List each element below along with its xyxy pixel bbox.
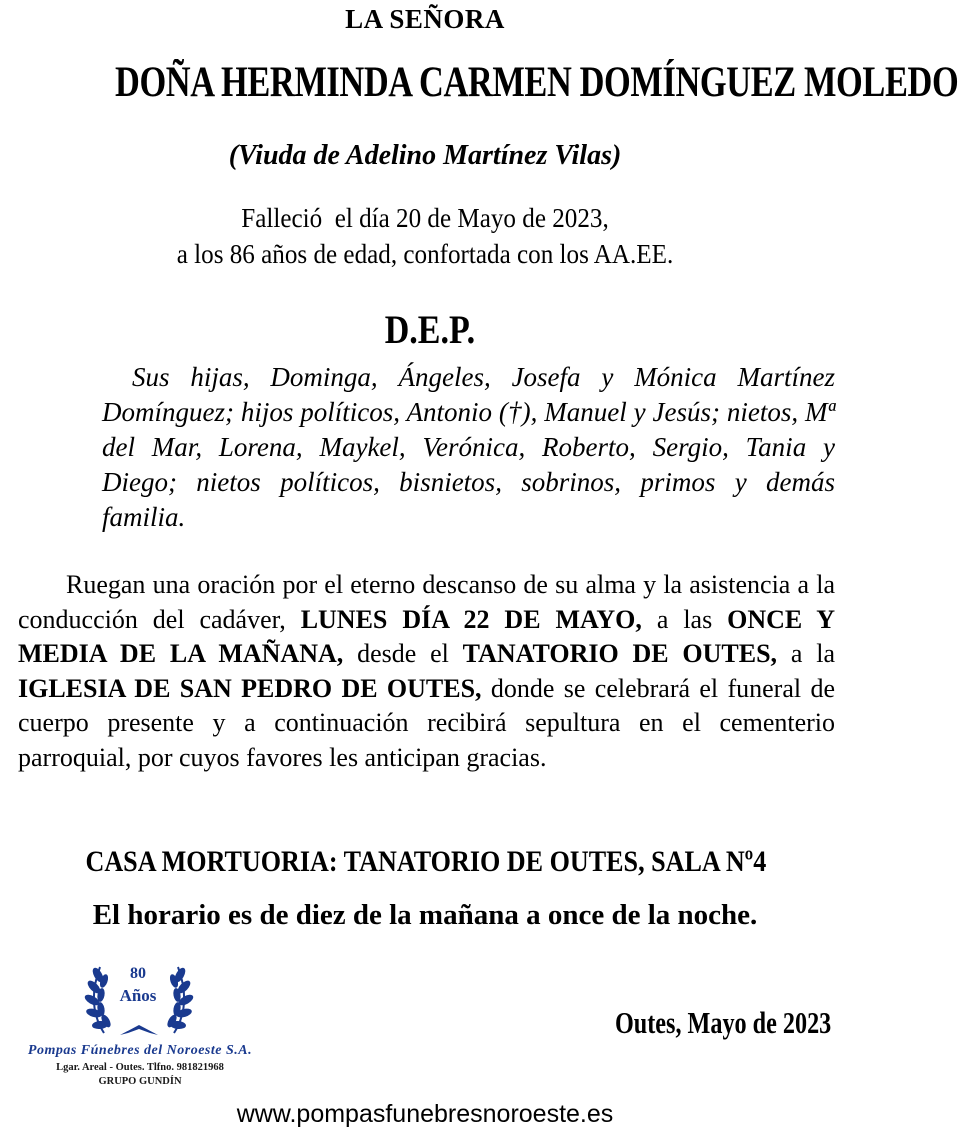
logo-company-name: Pompas Fúnebres del Noroeste S.A. <box>27 1043 253 1058</box>
logo-years-word: Años <box>119 986 157 1005</box>
ceremony-text-1: Ruegan una oración por el eterno descanso de su alma y la asistencia a la conducción del cadáver, <box>18 570 835 634</box>
death-notice <box>30 200 821 272</box>
rip-heading: D.E.P. <box>384 307 476 352</box>
title-la-senora: LA SEÑORA <box>345 4 505 34</box>
ceremony-time: ONCE Y MEDIA DE LA MAÑANA, <box>18 604 836 668</box>
ceremony-text-5: donde se celebrará el funeral de cuerpo presente y a continuación recibirá sepultura en el cementerio parroquial, por cuyos favores les anticipan gracias. <box>18 673 835 772</box>
logo-address: Lgar. Areal - Outes. Tlfno. 981821968 <box>56 1062 224 1073</box>
death-age-line: a los 86 años de edad, confortada con los AA.EE. <box>176 239 674 269</box>
logo-years-number: 80 <box>130 965 146 982</box>
place-and-date: Outes, Mayo de 2023 <box>615 1005 832 1040</box>
casa-mortuoria: CASA MORTUORIA: TANATORIO DE OUTES, SALA Nº4 <box>85 845 767 878</box>
ceremony-day: LUNES DÍA 22 DE MAYO, <box>300 604 642 634</box>
ceremony-paragraph <box>18 568 835 775</box>
website-link[interactable]: www.pompasfunebresnoroeste.es <box>236 1100 614 1128</box>
widow-of-line: (Viuda de Adelino Martínez Vilas) <box>228 140 622 171</box>
ceremony-text-2: a las <box>641 604 728 634</box>
deceased-name: DOÑA HERMINDA CARMEN DOMÍNGUEZ MOLEDO <box>115 59 958 106</box>
ceremony-text-3: desde el <box>343 639 463 668</box>
visiting-hours: El horario es de diez de la mañana a once de la noche. <box>92 899 758 931</box>
death-date-line: Falleció el día 20 de Mayo de 2023, <box>241 203 609 233</box>
funeral-home-logo <box>0 955 280 1095</box>
logo-group: GRUPO GUNDÍN <box>98 1076 182 1087</box>
family-paragraph: Sus hijas, Dominga, Ángeles, Josefa y Mónica Martínez Domínguez; hijos políticos, Antonio (†), Manuel y Jesús; nietos, Mª del Mar, Lorena, Maykel, Verónica, Roberto, Sergio, Tania y Diego; nietos políticos, bisnietos, sobrinos, primos y demás familia. <box>102 362 835 532</box>
ceremony-text-4: a la <box>777 639 835 668</box>
ceremony-church: IGLESIA DE SAN PEDRO DE OUTES, <box>18 673 482 703</box>
ceremony-origin: TANATORIO DE OUTES, <box>462 639 778 668</box>
